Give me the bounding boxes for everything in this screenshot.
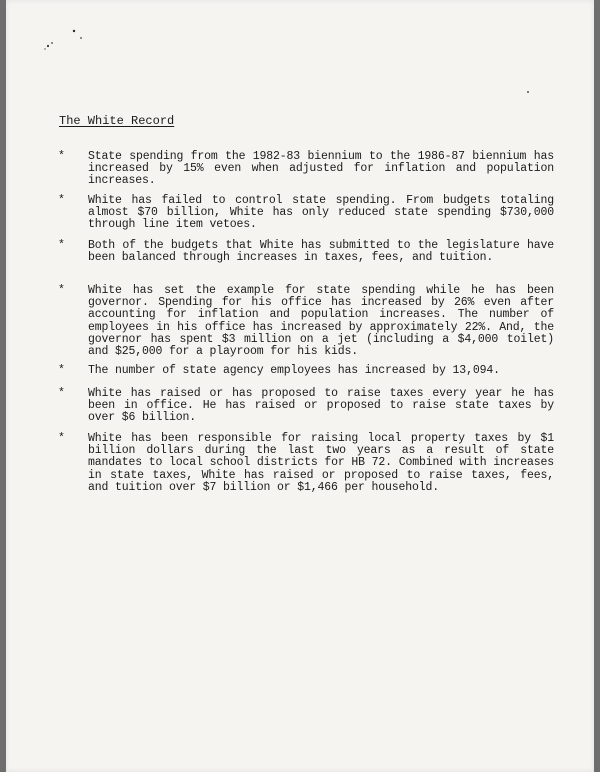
list-item-text: State spending from the 1982-83 biennium to the 1986-87 biennium has increased by 15% even when adjusted for inflation and population increases. [88, 150, 554, 188]
document-title: The White Record [59, 114, 175, 128]
bullet-asterisk: * [58, 239, 65, 252]
bullet-asterisk: * [58, 432, 65, 445]
bullet-asterisk: * [58, 364, 65, 377]
bullet-asterisk: * [58, 194, 65, 207]
list-item-text: White has failed to control state spending. From budgets totaling almost $70 billion, White has only reduced state spending $730,000 through line item vetoes. [88, 194, 554, 232]
list-item-text: White has raised or has proposed to raise taxes every year he has been in office. He has raised or proposed to raise state taxes by over $6 billion. [88, 387, 554, 425]
bullet-asterisk: * [58, 284, 65, 297]
list-item-text: White has been responsible for raising local property taxes by $1 billion dollars during the last two years as a result of state mandates to local school districts for HB 72. Combined with increases in state taxes, White has raised or proposed to raise taxes, fees, and tuition over $7 billion or $1,466 per household. [88, 432, 554, 494]
list-item-text: Both of the budgets that White has submitted to the legislature have been balanced through increases in taxes, fees, and tuition. [88, 239, 554, 265]
scan-speckle-marks [36, 26, 96, 66]
scan-speckle-mark [526, 90, 530, 94]
document-page [6, 0, 594, 772]
list-item-text: The number of state agency employees has increased by 13,094. [88, 364, 500, 377]
bullet-asterisk: * [58, 387, 65, 400]
list-item-text: White has set the example for state spending while he has been governor. Spending for his office has increased by 26% even after accounting for inflation and population increases. The number of employees in his office has increased by approximately 22%. And, the governor has spent $3 million on a jet (including a $4,000 toilet) and $25,000 for a playroom for his kids. [88, 284, 554, 359]
bullet-asterisk: * [58, 150, 65, 163]
